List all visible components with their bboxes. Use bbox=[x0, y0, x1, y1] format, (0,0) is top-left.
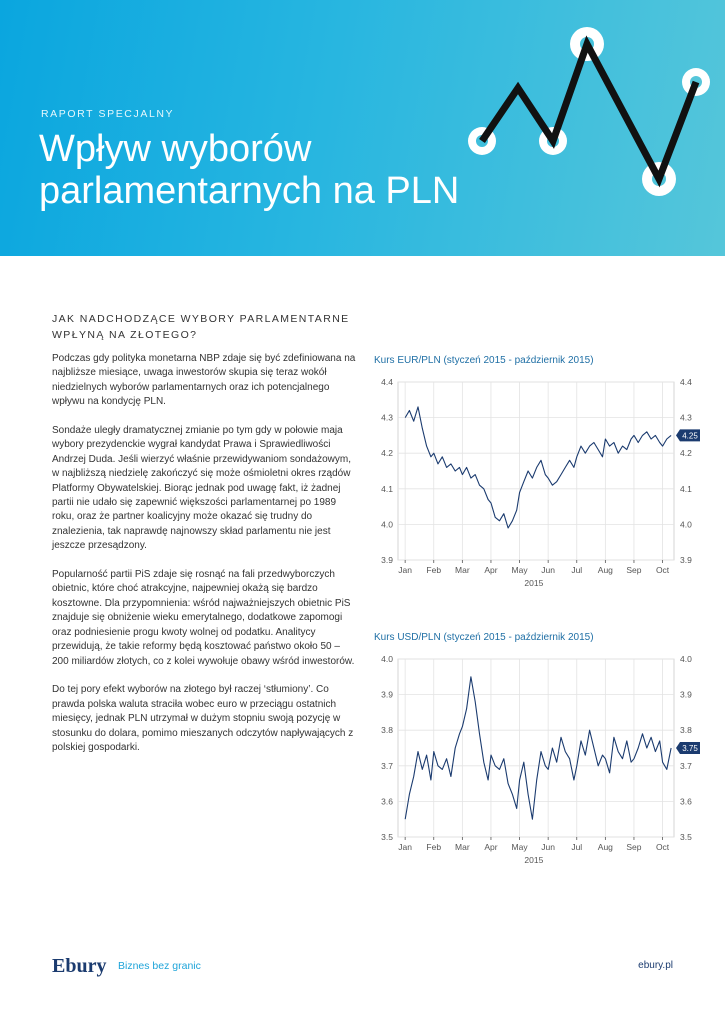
y-tick-label-left: 4.4 bbox=[381, 377, 393, 387]
x-tick-label: Sep bbox=[626, 842, 642, 852]
y-tick-label-left: 3.5 bbox=[381, 832, 393, 842]
y-tick-label-right: 4.0 bbox=[680, 519, 692, 530]
y-tick-label-left: 3.7 bbox=[381, 760, 393, 771]
article-body bbox=[52, 352, 357, 770]
page-title bbox=[39, 128, 509, 212]
x-axis-label: 2015 bbox=[524, 578, 544, 588]
plot-frame bbox=[398, 659, 674, 837]
page-title-line-2: parlamentarnych na PLN bbox=[39, 170, 460, 212]
y-tick-label-right: 4.4 bbox=[680, 377, 692, 387]
x-tick-label: May bbox=[511, 565, 528, 575]
report-kicker: RAPORT SPECJALNY bbox=[41, 108, 175, 120]
x-axis-label: 2015 bbox=[524, 855, 544, 865]
usdpln-chart-svg bbox=[374, 647, 704, 903]
usdpln-chart bbox=[374, 631, 704, 903]
eurpln-chart-svg bbox=[374, 370, 704, 626]
y-tick-label-left: 3.9 bbox=[381, 689, 393, 700]
x-tick-label: Oct bbox=[655, 842, 670, 852]
x-tick-label: May bbox=[511, 842, 528, 852]
x-tick-label: Jan bbox=[398, 565, 413, 575]
last-value-label: 4.25 bbox=[682, 431, 698, 441]
x-tick-label: Mar bbox=[455, 565, 470, 575]
chart-title: Kurs EUR/PLN (styczeń 2015 - październik 2015) bbox=[374, 355, 594, 366]
y-tick-label-left: 3.8 bbox=[381, 725, 393, 736]
paragraph: Sondaże uległy dramatycznej zmianie po tym gdy w połowie maja wybory prezydenckie wygrał kandydat Prawa i Sprawiedliwości Andrzej Duda. Jeśli wierzyć właśnie przewidywaniom sondażowym, w najbliższą niedzielę zakończyć się może ośmioletni okres rządów Platformy Obywatelskiej. Biorąc jednak pod uwagę fakt, iż żadnej partii nie udało się zapewnić większości parlamentarnej po 1989 roku, oraz że partner koalicyjny może okazać się trudny do znalezienia, tak naprawdę najnowszy skład parlamentu nie jest jeszcze przesądzony. bbox=[52, 425, 352, 552]
y-tick-label-left: 3.9 bbox=[381, 555, 393, 565]
y-tick-label-right: 3.6 bbox=[680, 796, 692, 807]
ebury-logo[interactable]: Ebury bbox=[52, 955, 107, 977]
y-tick-label-right: 4.1 bbox=[680, 483, 692, 494]
x-tick-label: Apr bbox=[484, 565, 498, 575]
y-tick-label-right: 4.2 bbox=[680, 448, 692, 459]
header-banner bbox=[0, 0, 725, 256]
y-tick-label-left: 4.0 bbox=[381, 654, 393, 664]
y-tick-label-right: 4.3 bbox=[680, 412, 692, 423]
x-tick-label: Jul bbox=[571, 842, 583, 852]
y-tick-label-right: 4.0 bbox=[680, 654, 692, 664]
x-tick-label: Feb bbox=[426, 565, 442, 575]
x-tick-label: Oct bbox=[655, 565, 670, 575]
x-tick-label: Mar bbox=[455, 842, 470, 852]
paragraph: Do tej pory efekt wyborów na złotego był raczej ‘stłumiony’. Co prawda polska waluta straciła wobec euro w przeciągu ostatnich miesięcy, jednak PLN utrzymał w dużym stopniu swoją pozycję w stosunku do dolara, pomimo mieszanych odczytów napływających z polskiej gospodarki. bbox=[52, 684, 354, 753]
y-tick-label-right: 3.8 bbox=[680, 725, 692, 736]
eurpln-chart bbox=[374, 354, 704, 626]
x-tick-label: Aug bbox=[597, 842, 613, 852]
y-tick-label-left: 4.1 bbox=[381, 483, 393, 494]
paragraph: Podczas gdy polityka monetarna NBP zdaje się być zdefiniowana na najbliższe miesiące, uwaga inwestorów skupia się teraz wokół niedzielnych wyborów parlamentarnych oraz ich potencjalnego wpływu na kondycję PLN. bbox=[52, 353, 356, 408]
chart-title: Kurs USD/PLN (styczeń 2015 - październik 2015) bbox=[374, 632, 594, 643]
x-tick-label: Aug bbox=[597, 565, 613, 575]
y-tick-label-left: 4.0 bbox=[381, 519, 393, 530]
y-tick-label-left: 4.2 bbox=[381, 448, 393, 459]
plot-frame bbox=[398, 382, 674, 560]
x-tick-label: Jan bbox=[398, 842, 413, 852]
x-tick-label: Jun bbox=[541, 565, 556, 575]
y-tick-label-left: 3.6 bbox=[381, 796, 393, 807]
x-tick-label: Jun bbox=[541, 842, 556, 852]
page-title-line-1: Wpływ wyborów bbox=[39, 128, 312, 170]
last-value-badge bbox=[676, 742, 700, 754]
x-tick-label: Jul bbox=[571, 565, 583, 575]
y-tick-label-left: 4.3 bbox=[381, 412, 393, 423]
last-value-label: 3.75 bbox=[682, 744, 698, 753]
y-tick-label-right: 3.5 bbox=[680, 832, 692, 842]
x-tick-label: Feb bbox=[426, 842, 442, 852]
y-tick-label-right: 3.9 bbox=[680, 689, 692, 700]
footer-url-link[interactable]: ebury.pl bbox=[638, 960, 673, 971]
x-tick-label: Apr bbox=[484, 842, 498, 852]
paragraph: Popularność partii PiS zdaje się rosnąć na fali przedwyborczych obietnic, które choć atrakcyjne, najpewniej okażą się bardzo kosztowne. Dla przypomnienia: wśród najważniejszych obietnic PiS znajduje się obniżenie wieku emerytalnego, dodatkowe zapomogi oraz podniesienie progu kwoty wolnej od podatku. Analitycy przewidują, że takie reformy będą kosztować państwo około 50 – 200 miliardów złotych, co z kolei wywołuje obawy wśród inwestorów. bbox=[52, 569, 355, 667]
footer-tagline: Biznes bez granic bbox=[118, 960, 201, 972]
section-heading: JAK NADCHODZĄCE WYBORY PARLAMENTARNE WPŁYNĄ NA ZŁOTEGO? bbox=[52, 313, 350, 341]
y-tick-label-right: 3.7 bbox=[680, 760, 692, 771]
last-value-badge bbox=[676, 429, 700, 441]
y-tick-label-right: 3.9 bbox=[680, 555, 692, 565]
x-tick-label: Sep bbox=[626, 565, 642, 575]
